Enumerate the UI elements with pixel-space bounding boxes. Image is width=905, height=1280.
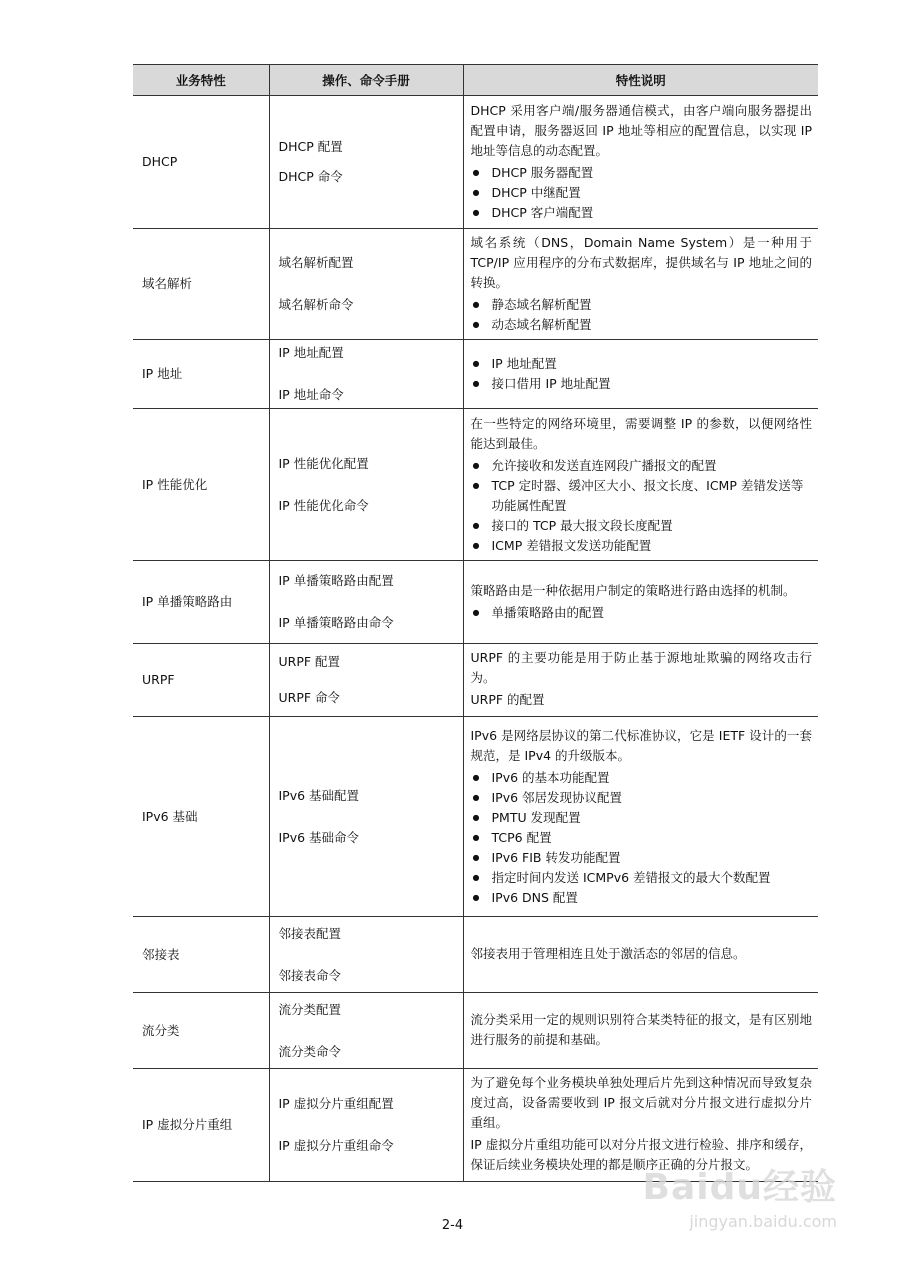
- description-paragraph: IP 虚拟分片重组功能可以对分片报文进行检验、排序和缓存，保证后续业务模块处理的都是顺序正确的分片报文。: [470, 1137, 812, 1172]
- description-bullet: ● DHCP 客户端配置: [471, 203, 813, 223]
- manual-cell: [269, 644, 463, 717]
- description-bullet-list: [471, 295, 813, 335]
- feature-description: [463, 644, 818, 717]
- config-manual-title: DHCP 配置: [278, 139, 343, 154]
- description-paragraph: 域名系统（DNS，Domain Name System）是一种用于 TCP/IP 应用程序的分布式数据库，提供域名与 IP 地址之间的转换。: [470, 235, 812, 290]
- table-header-row: [133, 65, 818, 96]
- command-manual-title: IP 单播策略路由命令: [278, 615, 394, 630]
- table-row: [133, 340, 818, 409]
- manual-cell: [269, 229, 463, 340]
- feature-name: 流分类: [133, 993, 269, 1069]
- description-paragraph: DHCP 采用客户端/服务器通信模式，由客户端向服务器提出配置申请，服务器返回 IP 地址等相应的配置信息，以实现 IP 地址等信息的动态配置。: [470, 103, 812, 158]
- description-bullet: ● TCP 定时器、缓冲区大小、报文长度、ICMP 差错发送等功能属性配置: [471, 476, 813, 516]
- description-bullet: ● 动态域名解析配置: [471, 315, 813, 335]
- header-feature: 业务特性: [133, 65, 269, 96]
- description-paragraph: 流分类采用一定的规则识别符合某类特征的报文，是有区别地进行服务的前提和基础。: [470, 1011, 812, 1047]
- description-bullet: ● 静态域名解析配置: [471, 295, 813, 315]
- description-paragraph: 为了避免每个业务模块单独处理后片先到这种情况而导致复杂度过高，设备需要收到 IP 报文后就对分片报文进行虚拟分片重组。: [470, 1075, 812, 1130]
- description-paragraph: 策略路由是一种依据用户制定的策略进行路由选择的机制。: [470, 583, 796, 598]
- table-row: [133, 1069, 818, 1182]
- description-bullet: ● 允许接收和发送直连网段广播报文的配置: [471, 456, 813, 476]
- command-manual-title: IPv6 基础命令: [278, 829, 360, 845]
- config-manual-title: 域名解析配置: [278, 255, 354, 270]
- description-bullet: ● IPv6 FIB 转发功能配置: [471, 848, 813, 868]
- description-bullet-list: [471, 768, 813, 908]
- feature-description: [463, 340, 818, 409]
- manual-cell: [269, 409, 463, 561]
- command-manual-title: IP 地址命令: [278, 387, 344, 402]
- description-bullet: ● ICMP 差错报文发送功能配置: [471, 536, 813, 556]
- manual-list: [279, 787, 463, 847]
- description-paragraph: IPv6 是网络层协议的第二代标准协议，它是 IETF 设计的一套规范，是 IPv4 的升级版本。: [470, 727, 812, 763]
- config-manual-title: IP 单播策略路由配置: [278, 573, 394, 588]
- feature-description: [463, 409, 818, 561]
- command-manual-title: IP 虚拟分片重组命令: [278, 1138, 394, 1153]
- header-description: 特性说明: [463, 65, 818, 96]
- manual-list: [279, 1095, 463, 1155]
- config-manual-title: IPv6 基础配置: [278, 787, 360, 803]
- manual-list: [279, 344, 463, 404]
- feature-name: 域名解析: [133, 229, 269, 340]
- feature-name: DHCP: [133, 96, 269, 229]
- description-bullet: ● TCP6 配置: [471, 828, 813, 848]
- description-bullet: ● 单播策略路由的配置: [471, 603, 813, 623]
- description-bullet: ● DHCP 中继配置: [471, 183, 813, 203]
- description-bullet: ● DHCP 服务器配置: [471, 163, 813, 183]
- table-row: [133, 229, 818, 340]
- watermark-logo: Baidu经验: [642, 1167, 837, 1208]
- baidu-jingyan-watermark: [637, 1168, 837, 1232]
- config-manual-title: 流分类配置: [278, 1001, 342, 1017]
- feature-description: [463, 229, 818, 340]
- feature-name: IP 单播策略路由: [133, 561, 269, 644]
- description-bullet: ● IPv6 邻居发现协议配置: [471, 788, 813, 808]
- manual-list: [279, 455, 463, 515]
- table-body: [133, 96, 818, 1182]
- manual-cell: [269, 717, 463, 917]
- manual-cell: [269, 993, 463, 1069]
- manual-list: [279, 138, 463, 186]
- manual-cell: [269, 96, 463, 229]
- feature-name: IPv6 基础: [133, 717, 269, 917]
- description-bullet-list: [471, 456, 813, 556]
- description-bullet: ● PMTU 发现配置: [471, 808, 813, 828]
- command-manual-title: IP 性能优化命令: [278, 497, 369, 513]
- config-manual-title: URPF 配置: [278, 654, 341, 669]
- table-row: [133, 561, 818, 644]
- description-bullet: ● 指定时间内发送 ICMPv6 差错报文的最大个数配置: [471, 868, 813, 888]
- feature-description: [463, 561, 818, 644]
- command-manual-title: URPF 命令: [278, 690, 341, 705]
- feature-description: [463, 993, 818, 1069]
- command-manual-title: 流分类命令: [278, 1043, 342, 1059]
- manual-cell: [269, 340, 463, 409]
- header-manual: 操作、命令手册: [269, 65, 463, 96]
- table-row: [133, 96, 818, 229]
- config-manual-title: IP 性能优化配置: [278, 455, 369, 471]
- description-bullet: ● 接口借用 IP 地址配置: [471, 374, 813, 394]
- feature-description: [463, 1069, 818, 1182]
- page-number: 2-4: [441, 1218, 464, 1233]
- command-manual-title: 域名解析命令: [278, 297, 354, 312]
- feature-description: [463, 717, 818, 917]
- description-bullet: ● IPv6 DNS 配置: [471, 888, 813, 908]
- config-manual-title: IP 虚拟分片重组配置: [278, 1096, 394, 1111]
- feature-name: IP 性能优化: [133, 409, 269, 561]
- feature-name: 邻接表: [133, 917, 269, 993]
- feature-name: IP 虚拟分片重组: [133, 1069, 269, 1182]
- table-row: [133, 644, 818, 717]
- table-row: [133, 917, 818, 993]
- manual-list: [279, 572, 463, 632]
- feature-name: IP 地址: [133, 340, 269, 409]
- description-paragraph: 邻接表用于管理相连且处于激活态的邻居的信息。: [470, 945, 746, 961]
- manual-list: [279, 254, 463, 314]
- manual-cell: [269, 917, 463, 993]
- feature-description: [463, 96, 818, 229]
- table-row: [133, 717, 818, 917]
- description-paragraph: URPF 的主要功能是用于防止基于源地址欺骗的网络攻击行为。: [470, 650, 812, 685]
- description-bullet-list: [471, 603, 813, 623]
- command-manual-title: DHCP 命令: [278, 169, 343, 184]
- manual-list: [279, 1001, 463, 1061]
- table-row: [133, 409, 818, 561]
- manual-cell: [269, 1069, 463, 1182]
- feature-name: URPF: [133, 644, 269, 717]
- manual-list: [279, 653, 463, 707]
- table-row: [133, 993, 818, 1069]
- manual-list: [279, 925, 463, 985]
- description-paragraph: 在一些特定的网络环境里，需要调整 IP 的参数，以便网络性能达到最佳。: [470, 415, 812, 451]
- feature-description: [463, 917, 818, 993]
- description-bullet-list: [471, 354, 813, 394]
- manual-cell: [269, 561, 463, 644]
- description-bullet: ● 接口的 TCP 最大报文段长度配置: [471, 516, 813, 536]
- description-bullet-list: [471, 163, 813, 223]
- description-paragraph: URPF 的配置: [470, 692, 545, 707]
- description-bullet: ● IPv6 的基本功能配置: [471, 768, 813, 788]
- config-manual-title: IP 地址配置: [278, 345, 344, 360]
- feature-table: [133, 64, 818, 1182]
- watermark-url: jingyan.baidu.com: [689, 1212, 837, 1231]
- command-manual-title: 邻接表命令: [278, 967, 342, 983]
- description-bullet: ● IP 地址配置: [471, 354, 813, 374]
- config-manual-title: 邻接表配置: [278, 925, 342, 941]
